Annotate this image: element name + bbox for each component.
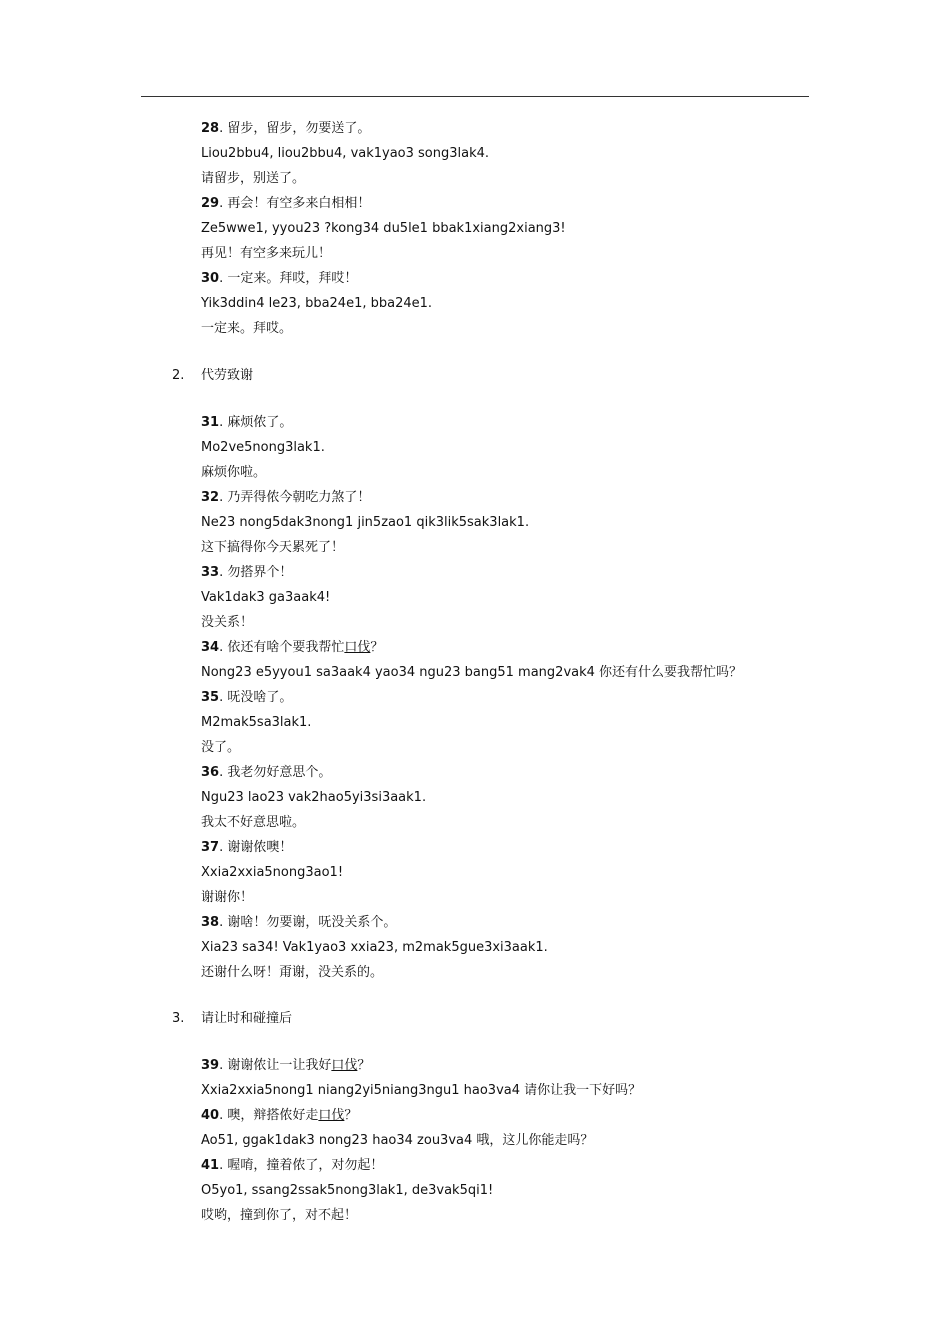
section-heading-3 <box>172 1009 292 1029</box>
entry-text: 乃弄得侬今朝吃力煞了！ <box>227 490 371 505</box>
entry-31-romanization: Mo2ve5nong3lak1. <box>201 440 325 455</box>
entry-32-romanization: Ne23 nong5dak3nong1 jin5zao1 qik3lik5sak3lak1. <box>201 515 530 530</box>
entry-text: 一定来。拜哎，拜哎！ <box>227 271 358 286</box>
entry-33-translation: 没关系！ <box>201 615 254 630</box>
entry-text: 我老勿好意思个。 <box>227 765 332 780</box>
entry-28-romanization: Liou2bbu4, liou2bbu4, vak1yao3 song3lak4. <box>201 146 490 161</box>
entry-text: 麻烦侬了。 <box>227 415 293 430</box>
entry-number: 35 <box>201 690 220 705</box>
section-number: 3. <box>172 1011 185 1026</box>
entry-text: 噢，辩搭侬好走 <box>227 1108 319 1123</box>
entry-text: 呒没啥了。 <box>227 690 293 705</box>
entry-34-romanization: Nong23 e5yyou1 sa3aak4 yao34 ngu23 bang51 mang2vak4 你还有什么要我帮忙吗？ <box>201 665 743 680</box>
entry-number: 34 <box>201 640 220 655</box>
entry-39-romanization: Xxia2xxia5nong1 niang2yi5niang3ngu1 hao3va4 请你让我一下好吗？ <box>201 1083 642 1098</box>
entry-37-romanization: Xxia2xxia5nong3ao1! <box>201 865 344 880</box>
entry-33-chinese: 33. 勿搭界个！ <box>201 565 293 580</box>
entry-30-chinese: 30. 一定来。拜哎，拜哎！ <box>201 271 358 286</box>
entry-number: 30 <box>201 271 220 286</box>
entry-number: 38 <box>201 915 220 930</box>
entry-34-chinese: 34. 依还有啥个要我帮忙口伐？ <box>201 640 384 655</box>
entry-28-translation: 请留步，别送了。 <box>201 171 306 186</box>
entry-37-translation: 谢谢你！ <box>201 890 254 905</box>
entry-text-end: ？ <box>357 1058 371 1073</box>
entry-31-translation: 麻烦你啦。 <box>201 465 267 480</box>
entry-38-romanization: Xia23 sa34! Vak1yao3 xxia23, m2mak5gue3xi3aak1. <box>201 940 548 955</box>
entry-29-chinese: 29. 再会！有空多来白相相！ <box>201 196 371 211</box>
entry-number: 31 <box>201 415 220 430</box>
entry-41-chinese: 41. 喔唷，撞着侬了，对勿起！ <box>201 1158 384 1173</box>
entry-36-chinese: 36. 我老勿好意思个。 <box>201 765 332 780</box>
entry-number: 37 <box>201 840 220 855</box>
entry-36-romanization: Ngu23 lao23 vak2hao5yi3si3aak1. <box>201 790 427 805</box>
entry-number: 40 <box>201 1108 220 1123</box>
entry-number: 39 <box>201 1058 220 1073</box>
entry-text: 喔唷，撞着侬了，对勿起！ <box>227 1158 384 1173</box>
entry-number: 28 <box>201 121 220 136</box>
entry-41-romanization: O5yo1, ssang2ssak5nong3lak1, de3vak5qi1! <box>201 1183 494 1198</box>
entry-30-translation: 一定来。拜哎。 <box>201 321 293 336</box>
entry-number: 41 <box>201 1158 220 1173</box>
entry-text: 谢谢侬噢！ <box>227 840 293 855</box>
entry-text: 留步，留步，勿要送了。 <box>227 121 371 136</box>
entry-28-chinese: 28. 留步，留步，勿要送了。 <box>201 121 371 136</box>
entry-40-chinese: 40. 噢，辩搭侬好走口伐？ <box>201 1108 358 1123</box>
entry-33-romanization: Vak1dak3 ga3aak4! <box>201 590 331 605</box>
entry-text-underlined: 口伐 <box>318 1108 345 1123</box>
entry-text: 谢啥！勿要谢，呒没关系个。 <box>227 915 397 930</box>
entry-text: 再会！有空多来白相相！ <box>227 196 371 211</box>
entry-38-translation: 还谢什么呀！甭谢，没关系的。 <box>201 965 384 980</box>
entry-30-romanization: Yik3ddin4 le23, bba24e1, bba24e1. <box>201 296 433 311</box>
entry-29-romanization: Ze5wwe1, yyou23 ?kong34 du5le1 bbak1xiang2xiang3! <box>201 221 566 236</box>
entry-text-underlined: 口伐 <box>344 640 371 655</box>
entry-text: 勿搭界个！ <box>227 565 293 580</box>
entry-36-translation: 我太不好意思啦。 <box>201 815 306 830</box>
section-title: 请让时和碰撞后 <box>201 1011 293 1026</box>
section-title: 代劳致谢 <box>201 368 254 383</box>
entry-text-end: ？ <box>344 1108 358 1123</box>
entry-text: 谢谢侬让一让我好 <box>227 1058 332 1073</box>
entry-39-chinese: 39. 谢谢侬让一让我好口伐？ <box>201 1058 371 1073</box>
entry-35-translation: 没了。 <box>201 740 241 755</box>
entry-number: 32 <box>201 490 220 505</box>
entry-32-chinese: 32. 乃弄得侬今朝吃力煞了！ <box>201 490 371 505</box>
entry-40-romanization: Ao51, ggak1dak3 nong23 hao34 zou3va4 哦，这儿你能走吗？ <box>201 1133 594 1148</box>
entry-38-chinese: 38. 谢啥！勿要谢，呒没关系个。 <box>201 915 397 930</box>
entry-number: 29 <box>201 196 220 211</box>
entry-text-end: ？ <box>370 640 384 655</box>
entry-number: 36 <box>201 765 220 780</box>
entry-29-translation: 再见！有空多来玩儿！ <box>201 246 332 261</box>
entry-41-translation: 哎哟，撞到你了，对不起！ <box>201 1208 358 1223</box>
entry-35-chinese: 35. 呒没啥了。 <box>201 690 293 705</box>
entry-37-chinese: 37. 谢谢侬噢！ <box>201 840 293 855</box>
entry-number: 33 <box>201 565 220 580</box>
section-heading-2 <box>172 366 253 386</box>
entry-text-underlined: 口伐 <box>331 1058 358 1073</box>
entry-text: 依还有啥个要我帮忙 <box>227 640 345 655</box>
section-number: 2. <box>172 368 185 383</box>
entry-31-chinese: 31. 麻烦侬了。 <box>201 415 293 430</box>
entry-32-translation: 这下搞得你今天累死了！ <box>201 540 345 555</box>
header-rule <box>141 96 809 97</box>
entry-35-romanization: M2mak5sa3lak1. <box>201 715 312 730</box>
